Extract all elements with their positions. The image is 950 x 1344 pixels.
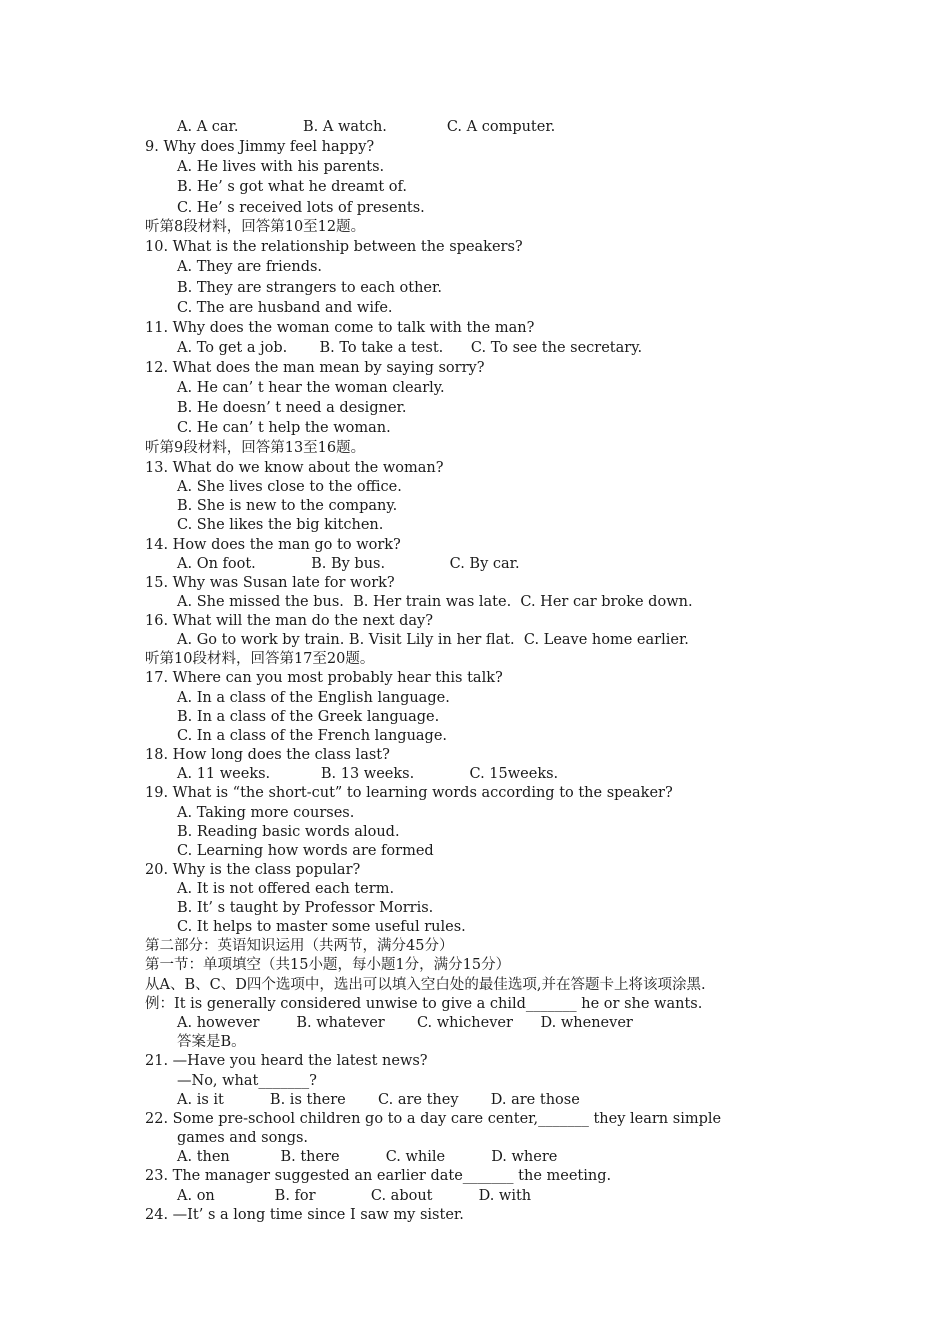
part-two-heading: 第二部分：英语知识运用（共两节，满分45分） — [145, 938, 454, 954]
q21-options: A. is it B. is there C. are they D. are those — [177, 1092, 580, 1108]
q14-question: 14. How does the man go to work? — [145, 537, 401, 553]
q9-option-a: A. He lives with his parents. — [177, 159, 385, 175]
q10-question: 10. What is the relationship between the speakers? — [145, 239, 523, 255]
q11-options: A. To get a job. B. To take a test. C. To see the secretary. — [177, 340, 643, 356]
q8-options: A. A car. B. A watch. C. A computer. — [177, 119, 556, 135]
q9-option-b: B. He’ s got what he dreamt of. — [177, 179, 407, 195]
q20-option-b: B. It’ s taught by Professor Morris. — [177, 900, 434, 916]
q13-question: 13. What do we know about the woman? — [145, 460, 444, 476]
q21-question: 21. —Have you heard the latest news? — [145, 1053, 428, 1069]
q20-option-c: C. It helps to master some useful rules. — [177, 919, 466, 935]
section-one-heading: 第一节：单项填空（共15小题，每小题1分，满分15分） — [145, 957, 511, 973]
section-heading-8: 听第8段材料，回答第10至12题。 — [145, 219, 366, 235]
instructions: 从A、B、C、D四个选项中，选出可以填入空白处的最佳选项,并在答题卡上将该项涂黑. — [145, 977, 706, 993]
q23-question: 23. The manager suggested an earlier date_______ the meeting. — [145, 1168, 612, 1184]
example-question: 例：It is generally considered unwise to give a child_______ he or she wants. — [145, 996, 703, 1012]
q12-option-c: C. He can’ t help the woman. — [177, 420, 391, 436]
q13-option-c: C. She likes the big kitchen. — [177, 517, 384, 533]
q16-question: 16. What will the man do the next day? — [145, 613, 434, 629]
q19-question: 19. What is “the short-cut” to learning words according to the speaker? — [145, 785, 673, 801]
q22-question-cont: games and songs. — [177, 1130, 309, 1146]
q10-option-b: B. They are strangers to each other. — [177, 280, 442, 296]
section-heading-10: 听第10段材料，回答第17至20题。 — [145, 651, 375, 667]
q19-option-b: B. Reading basic words aloud. — [177, 824, 400, 840]
q18-options: A. 11 weeks. B. 13 weeks. C. 15weeks. — [177, 766, 559, 782]
q22-question: 22. Some pre-school children go to a day care center,_______ they learn simple — [145, 1111, 722, 1127]
q12-option-b: B. He doesn’ t need a designer. — [177, 400, 407, 416]
q9-question: 9. Why does Jimmy feel happy? — [145, 139, 375, 155]
q17-question: 17. Where can you most probably hear this talk? — [145, 670, 503, 686]
q10-option-c: C. The are husband and wife. — [177, 300, 393, 316]
q15-question: 15. Why was Susan late for work? — [145, 575, 395, 591]
q12-option-a: A. He can’ t hear the woman clearly. — [177, 380, 445, 396]
q19-option-c: C. Learning how words are formed — [177, 843, 434, 859]
q10-option-a: A. They are friends. — [177, 259, 323, 275]
q17-option-c: C. In a class of the French language. — [177, 728, 448, 744]
q22-options: A. then B. there C. while D. where — [177, 1149, 558, 1165]
q23-options: A. on B. for C. about D. with — [177, 1188, 532, 1204]
q15-options: A. She missed the bus. B. Her train was late. C. Her car broke down. — [177, 594, 693, 610]
q24-question: 24. —It’ s a long time since I saw my sister. — [145, 1207, 464, 1223]
q20-question: 20. Why is the class popular? — [145, 862, 361, 878]
q9-option-c: C. He’ s received lots of presents. — [177, 200, 425, 216]
q21-reply: —No, what_______? — [177, 1073, 317, 1089]
q11-question: 11. Why does the woman come to talk with the man? — [145, 320, 535, 336]
q20-option-a: A. It is not offered each term. — [177, 881, 395, 897]
q14-options: A. On foot. B. By bus. C. By car. — [177, 556, 520, 572]
q17-option-a: A. In a class of the English language. — [177, 690, 450, 706]
q13-option-a: A. She lives close to the office. — [177, 479, 402, 495]
example-answer: 答案是B。 — [177, 1034, 246, 1050]
q13-option-b: B. She is new to the company. — [177, 498, 398, 514]
q16-options: A. Go to work by train. B. Visit Lily in her flat. C. Leave home earlier. — [177, 632, 689, 648]
q19-option-a: A. Taking more courses. — [177, 805, 355, 821]
q12-question: 12. What does the man mean by saying sorry? — [145, 360, 485, 376]
q18-question: 18. How long does the class last? — [145, 747, 390, 763]
q17-option-b: B. In a class of the Greek language. — [177, 709, 440, 725]
example-options: A. however B. whatever C. whichever D. whenever — [177, 1015, 633, 1031]
section-heading-9: 听第9段材料，回答第13至16题。 — [145, 440, 366, 456]
